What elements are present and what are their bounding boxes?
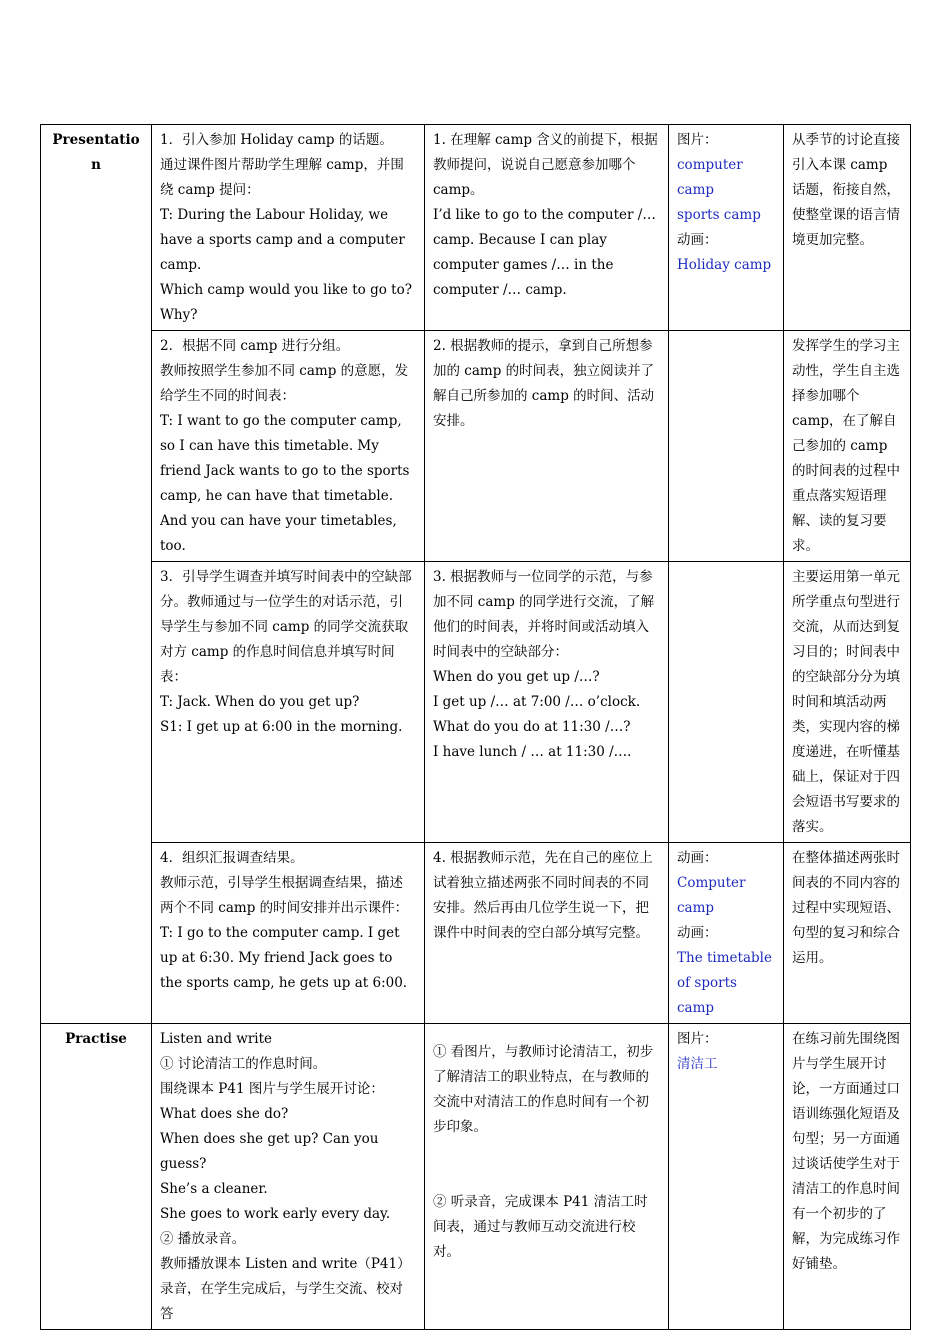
teacher-activity-cell bbox=[152, 331, 425, 562]
teacher-activity-cell bbox=[152, 125, 425, 331]
cell-line: What does she do? bbox=[160, 1106, 289, 1122]
teacher-activity-cell bbox=[152, 843, 425, 1024]
table-row bbox=[41, 125, 911, 331]
student-activity-cell bbox=[425, 1024, 669, 1330]
cell-line: 通过课件图片帮助学生理解 camp，并围绕 camp 提问： bbox=[160, 157, 404, 198]
cell-line: S1: I get up at 6:00 in the morning. bbox=[160, 719, 403, 735]
cell-line: I’d like to go to the computer /… camp. Because I can play computer games /… in the computer /… camp. bbox=[433, 207, 656, 298]
design-intent-cell: 在练习前先围绕图片与学生展开讨论，一方面通过口语训练强化短语及句型；另一方面通过谈话使学生对于清洁工的作息时间有一个初步的了解，为完成练习作好铺垫。 bbox=[784, 1024, 911, 1330]
media-item: Holiday camp bbox=[677, 257, 772, 273]
design-intent-cell: 发挥学生的学习主动性，学生自主选择参加哪个 camp，在了解自己参加的 camp 的时间表的过程中重点落实短语理解、读的复习要求。 bbox=[784, 331, 911, 562]
cell-line: When do you get up /…? bbox=[433, 669, 600, 685]
design-intent-cell: 主要运用第一单元所学重点句型进行交流，从而达到复习目的；时间表中的空缺部分分为填时间和填活动两类，实现内容的梯度递进，在听懂基础上，保证对于四会短语书写要求的落实。 bbox=[784, 562, 911, 843]
cell-line: I have lunch / … at 11:30 /…. bbox=[433, 744, 632, 760]
cell-line: 围绕课本 P41 图片与学生展开讨论： bbox=[160, 1081, 384, 1097]
media-label: 动画： bbox=[677, 232, 718, 248]
cell-line: ② 听录音，完成课本 P41 清洁工时间表，通过与教师互动交流进行校对。 bbox=[433, 1194, 648, 1260]
cell-line: She’s a cleaner. bbox=[160, 1181, 268, 1197]
cell-line: ① 讨论清洁工的作息时间。 bbox=[160, 1056, 327, 1072]
media-item: The timetable of sports camp bbox=[677, 950, 772, 1016]
media-cell bbox=[669, 125, 784, 331]
spacer bbox=[433, 1140, 660, 1190]
media-cell bbox=[669, 843, 784, 1024]
stage-label-presentation: Presentation bbox=[41, 125, 152, 1024]
cell-line: 2．根据不同 camp 进行分组。 bbox=[160, 338, 350, 354]
cell-line: Which camp would you like to go to? Why? bbox=[160, 282, 412, 323]
media-item: sports camp bbox=[677, 207, 761, 223]
cell-line: 3. 根据教师与一位同学的示范，与参加不同 camp 的同学进行交流，了解他们的时间表，并将时间或活动填入时间表中的空缺部分： bbox=[433, 569, 655, 660]
cell-line: ② 播放录音。 bbox=[160, 1231, 246, 1247]
table-row bbox=[41, 843, 911, 1024]
cell-line: What do you do at 11:30 /…? bbox=[433, 719, 631, 735]
lesson-plan-table bbox=[40, 124, 911, 1330]
cell-line: T: Jack. When do you get up? bbox=[160, 694, 360, 710]
media-label: 动画： bbox=[677, 850, 718, 866]
cell-line: 1. 在理解 camp 含义的前提下，根据教师提问，说说自己愿意参加哪个 camp。 bbox=[433, 132, 658, 198]
cell-line: 教师示范，引导学生根据调查结果，描述两个不同 camp 的时间安排并出示课件： bbox=[160, 875, 409, 916]
cell-line: T: During the Labour Holiday, we have a sports camp and a computer camp. bbox=[160, 207, 405, 273]
media-label: 图片： bbox=[677, 132, 718, 148]
cell-line: 2. 根据教师的提示，拿到自己所想参加的 camp 的时间表，独立阅读并了解自己所参加的 camp 的时间、活动安排。 bbox=[433, 338, 655, 429]
media-item: computer camp bbox=[677, 157, 743, 198]
teacher-activity-cell bbox=[152, 562, 425, 843]
teacher-activity-cell bbox=[152, 1024, 425, 1330]
media-label: 动画： bbox=[677, 925, 718, 941]
table-row bbox=[41, 331, 911, 562]
media-label: 图片： bbox=[677, 1031, 718, 1047]
cell-line: Listen and write bbox=[160, 1031, 273, 1047]
cell-line: 4. 根据教师示范，先在自己的座位上试着独立描述两张不同时间表的不同安排。然后再由几位学生说一下，把课件中时间表的空白部分填写完整。 bbox=[433, 850, 653, 941]
media-cell bbox=[669, 1024, 784, 1330]
table-row bbox=[41, 1024, 911, 1330]
student-activity-cell bbox=[425, 125, 669, 331]
cell-line: 教师播放课本 Listen and write（P41）录音，在学生完成后，与学生交流、校对答 bbox=[160, 1256, 411, 1322]
cell-line: 4．组织汇报调查结果。 bbox=[160, 850, 304, 866]
cell-line: 教师按照学生参加不同 camp 的意愿，发给学生不同的时间表： bbox=[160, 363, 409, 404]
cell-line: I get up /… at 7:00 /… o’clock. bbox=[433, 694, 641, 710]
cell-line: T: I go to the computer camp. I get up at 6:30. My friend Jack goes to the sports camp, he gets up at 6:00. bbox=[160, 925, 408, 991]
media-cell bbox=[669, 562, 784, 843]
cell-line: She goes to work early every day. bbox=[160, 1206, 391, 1222]
design-intent-cell: 从季节的讨论直接引入本课 camp 话题，衔接自然，使整堂课的语言情境更加完整。 bbox=[784, 125, 911, 331]
cell-line: ① 看图片，与教师讨论清洁工，初步了解清洁工的职业特点，在与教师的交流中对清洁工的作息时间有一个初步印象。 bbox=[433, 1044, 654, 1135]
cell-line: When does she get up? Can you guess? bbox=[160, 1131, 379, 1172]
student-activity-cell bbox=[425, 843, 669, 1024]
cell-line: 3．引导学生调查并填写时间表中的空缺部分。教师通过与一位学生的对话示范，引导学生与参加不同 camp 的同学交流获取对方 camp 的作息时间信息并填写时间表： bbox=[160, 569, 412, 685]
design-intent-cell: 在整体描述两张时间表的不同内容的过程中实现短语、句型的复习和综合运用。 bbox=[784, 843, 911, 1024]
student-activity-cell bbox=[425, 331, 669, 562]
table-row bbox=[41, 562, 911, 843]
student-activity-cell bbox=[425, 562, 669, 843]
media-item: 清洁工 bbox=[677, 1056, 718, 1072]
media-item: Computer camp bbox=[677, 875, 746, 916]
cell-line: T: I want to go the computer camp, so I can have this timetable. My friend Jack wants to go to the sports camp, he can have that timetable. And you can have your timetables, too. bbox=[160, 413, 410, 554]
media-cell bbox=[669, 331, 784, 562]
cell-line: 1．引入参加 Holiday camp 的话题。 bbox=[160, 132, 393, 148]
stage-label-practise: Practise bbox=[41, 1024, 152, 1330]
